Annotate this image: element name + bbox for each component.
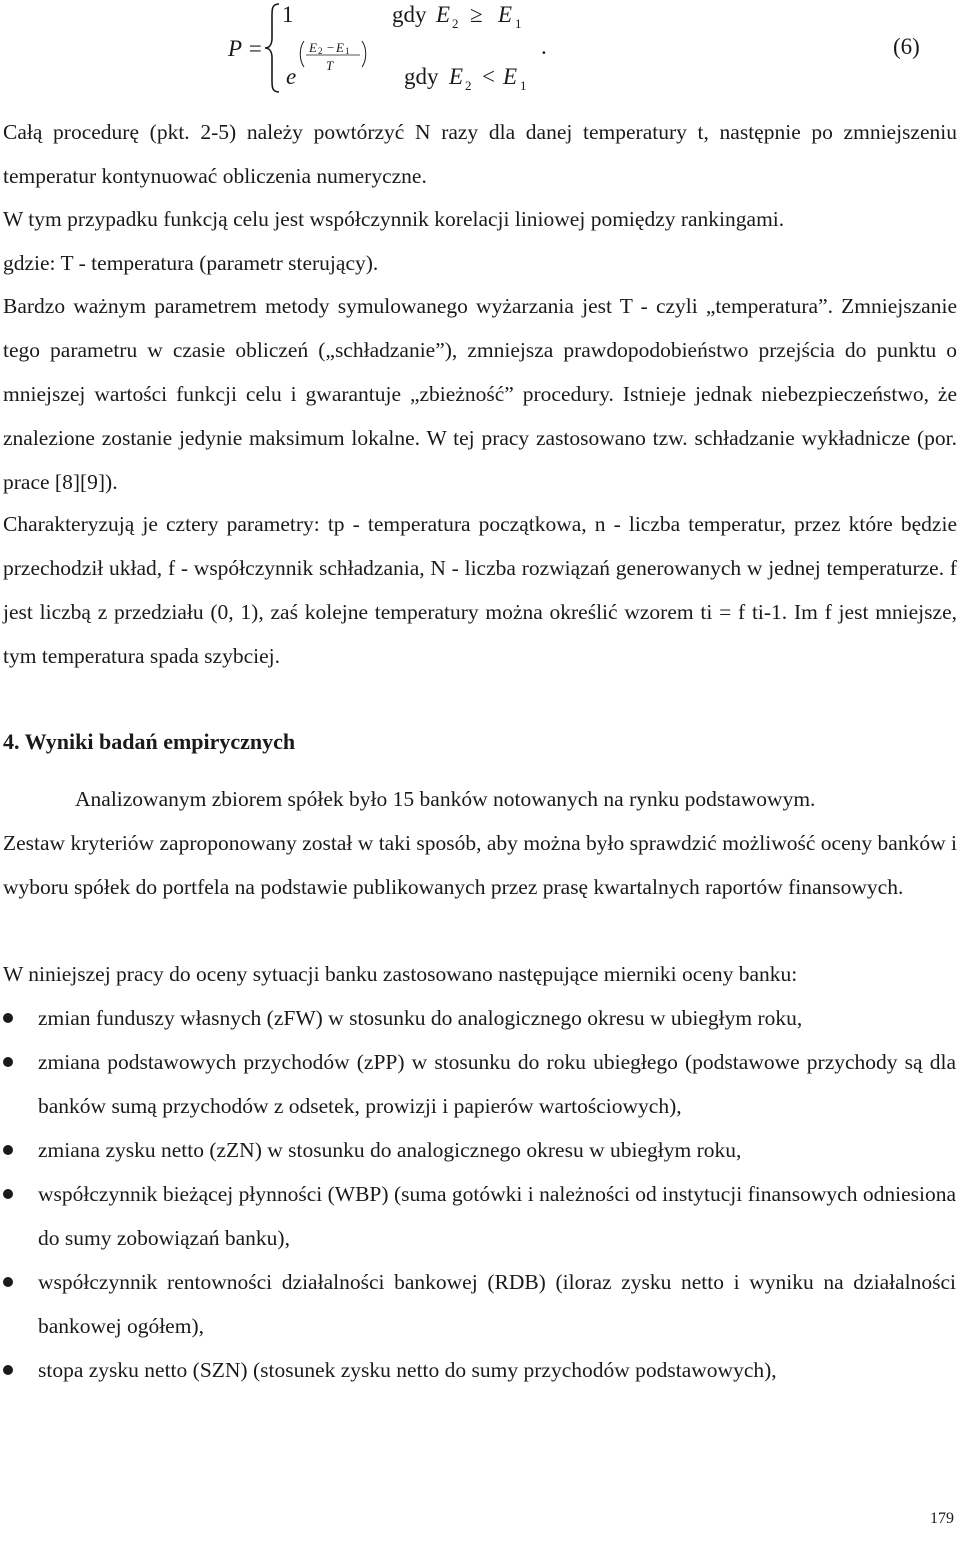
list-item	[0, 1040, 956, 1128]
bullet-icon	[3, 1057, 13, 1067]
formula-period: .	[541, 34, 547, 59]
case2-base: e	[286, 64, 297, 89]
case1-e2-sub: 2	[452, 16, 459, 31]
section-heading: 4. Wyniki badań empirycznych	[3, 729, 296, 754]
list-item-text: zmiana zysku netto (zZN) w stosunku do analogicznego okresu w ubiegłym roku,	[38, 1138, 742, 1162]
bullet-icon	[3, 1145, 13, 1155]
paragraph-dataset: Analizowanym zbiorem spółek było 15 banków notowanych na rynku podstawowym.	[75, 787, 816, 811]
paragraph-measures-intro: W niniejszej pracy do oceny sytuacji banku zastosowano następujące mierniki oceny banku:	[3, 962, 798, 986]
exp-e1-sub: 1	[345, 46, 350, 56]
list-item	[0, 1260, 956, 1348]
equation-number: (6)	[893, 34, 920, 59]
exp-e2-sub: 2	[318, 46, 323, 56]
list-item	[0, 1128, 956, 1172]
exp-minus: −	[327, 40, 335, 55]
exp-denominator: T	[326, 58, 334, 73]
case1-value: 1	[282, 2, 294, 27]
list-item-text: współczynnik rentowności działalności bankowej (RDB) (iloraz zysku netto i wyniku na działalności bankowej ogółem),	[38, 1270, 956, 1338]
paragraph-procedure: Całą procedurę (pkt. 2-5) należy powtórzyć N razy dla danej temperatury t, następnie po zmniejszeniu temperatur kontynuować obliczenia numeryczne.	[3, 120, 957, 188]
case1-e2: E	[436, 2, 451, 27]
page-number: 179	[930, 1510, 954, 1527]
case1-e1-sub: 1	[515, 16, 522, 31]
case2-e1: E	[503, 64, 518, 89]
list-item-text: stopa zysku netto (SZN) (stosunek zysku netto do sumy przychodów podstawowych),	[38, 1358, 777, 1382]
case2-lt: <	[482, 64, 495, 89]
paragraph-where: gdzie: T - temperatura (parametr sterujący).	[3, 251, 379, 275]
list-item-text: zmiana podstawowych przychodów (zPP) w stosunku do roku ubiegłego (podstawowe przychody są dla banków sumą przychodów z odsetek, prowizji i papierów wartościowych),	[38, 1050, 956, 1118]
case2-e1-sub: 1	[520, 78, 527, 93]
left-brace-icon	[263, 2, 281, 94]
list-item-text: współczynnik bieżącej płynności (WBP) (suma gotówki i należności od instytucji finansowych odniesiona do sumy zobowiązań banku),	[38, 1182, 956, 1250]
paragraph-parameters: Charakteryzują je cztery parametry: tp - temperatura początkowa, n - liczba temperatur, przez które będzie przechodził układ, f - współczynnik schładzania, N - liczba rozwiązań generowanych w jednej temperaturze. f jest liczbą z przedziału (0, 1), zaś kolejne temperatury można określić wzorem ti = f ti-1. Im f jest mniejsze, tym temperatura spada szybciej.	[3, 512, 957, 668]
case1-condition: gdy	[392, 2, 427, 27]
bullet-icon	[3, 1277, 13, 1287]
list-item	[0, 1172, 956, 1260]
paragraph-temperature: Bardzo ważnym parametrem metody symulowanego wyżarzania jest T - czyli „temperatura”. Zmniejszanie tego parametru w czasie obliczeń („schładzanie”), zmniejsza prawdopodobieństwo przejścia do punktu o mniejszej wartości funkcji celu i gwarantuje „zbieżność” procedury. Istnieje jednak niebezpieczeństwo, że znalezione zostanie jedynie maksimum lokalne. W tej pracy zastosowano tzw. schładzanie wykładnicze (por. prace [8][9]).	[3, 294, 957, 494]
bullet-icon	[3, 1189, 13, 1199]
case2-e2-sub: 2	[465, 78, 472, 93]
list-item	[0, 1348, 956, 1392]
case2-e2: E	[449, 64, 464, 89]
bullet-icon	[3, 1013, 13, 1023]
paragraph-criteria: Zestaw kryteriów zaproponowany został w taki sposób, aby można było sprawdzić możliwość oceny banków i wyboru spółek do portfela na podstawie publikowanych przez prasę kwartalnych raportów finansowych.	[3, 831, 957, 899]
paragraph-objective: W tym przypadku funkcją celu jest współczynnik korelacji liniowej pomiędzy rankingami.	[3, 207, 785, 231]
formula-lhs: P =	[228, 36, 263, 61]
case1-geq: ≥	[470, 2, 483, 27]
list-item-text: zmian funduszy własnych (zFW) w stosunku do analogicznego okresu w ubiegłym roku,	[38, 1006, 803, 1030]
equation-6	[0, 0, 960, 100]
bullet-icon	[3, 1365, 13, 1375]
list-item	[0, 996, 956, 1040]
exp-e1: E	[336, 40, 344, 55]
exp-e2: E	[309, 40, 317, 55]
case2-condition: gdy	[404, 64, 439, 89]
measures-list	[0, 996, 960, 1392]
case1-e1: E	[498, 2, 513, 27]
